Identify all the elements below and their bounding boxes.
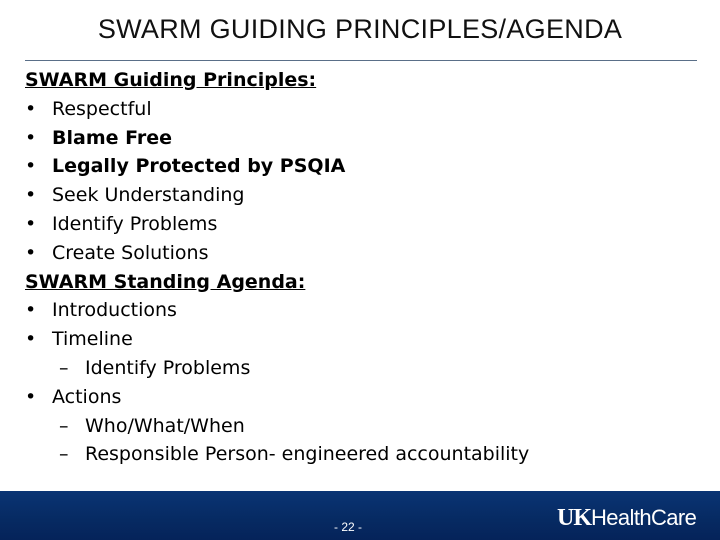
list-item — [25, 124, 705, 153]
bullet: • — [25, 385, 37, 408]
principle-identify-problems: Identify Problems — [52, 212, 218, 235]
dash: – — [59, 356, 69, 379]
bullet: • — [25, 212, 37, 235]
list-item — [25, 383, 705, 412]
title-divider — [25, 60, 697, 61]
agenda-introductions: Introductions — [52, 299, 177, 322]
slide-content — [25, 66, 705, 469]
bullet: • — [25, 328, 37, 351]
agenda-heading: SWARM Standing Agenda: — [25, 270, 306, 293]
bullet: • — [25, 184, 37, 207]
sub-list-item — [25, 412, 705, 441]
list-item — [25, 296, 705, 325]
page-number: - 22 - — [333, 520, 362, 534]
agenda-actions: Actions — [52, 385, 122, 408]
principle-create-solutions: Create Solutions — [52, 241, 209, 264]
logo-suffix: HealthCare — [591, 505, 697, 530]
bullet: • — [25, 126, 37, 149]
list-item — [25, 239, 705, 268]
bullet: • — [25, 241, 37, 264]
list-item — [25, 152, 705, 181]
agenda-identify-problems: Identify Problems — [85, 356, 251, 379]
dash: – — [59, 414, 69, 437]
agenda-timeline: Timeline — [52, 328, 133, 351]
principles-heading: SWARM Guiding Principles: — [25, 69, 317, 91]
dash: – — [59, 443, 69, 466]
uk-healthcare-logo — [557, 504, 696, 532]
sub-list-item — [25, 354, 705, 383]
bullet: • — [25, 97, 37, 120]
footer-bar — [0, 491, 720, 540]
list-item — [25, 181, 705, 210]
principle-blame-free: Blame Free — [52, 126, 173, 149]
principle-respectful: Respectful — [52, 97, 152, 120]
logo-prefix: UK — [557, 505, 591, 531]
bullet: • — [25, 299, 37, 322]
list-item — [25, 95, 705, 124]
slide-title: SWARM GUIDING PRINCIPLES/AGENDA — [97, 14, 623, 44]
bullet: • — [25, 155, 37, 178]
list-item — [25, 210, 705, 239]
agenda-who-what-when: Who/What/When — [85, 414, 245, 437]
list-item — [25, 325, 705, 354]
principle-legally-protected: Legally Protected by PSQIA — [52, 155, 346, 178]
principle-seek-understanding: Seek Understanding — [52, 184, 245, 207]
sub-list-item — [25, 440, 705, 469]
agenda-responsible-person: Responsible Person- engineered accountability — [85, 443, 530, 466]
